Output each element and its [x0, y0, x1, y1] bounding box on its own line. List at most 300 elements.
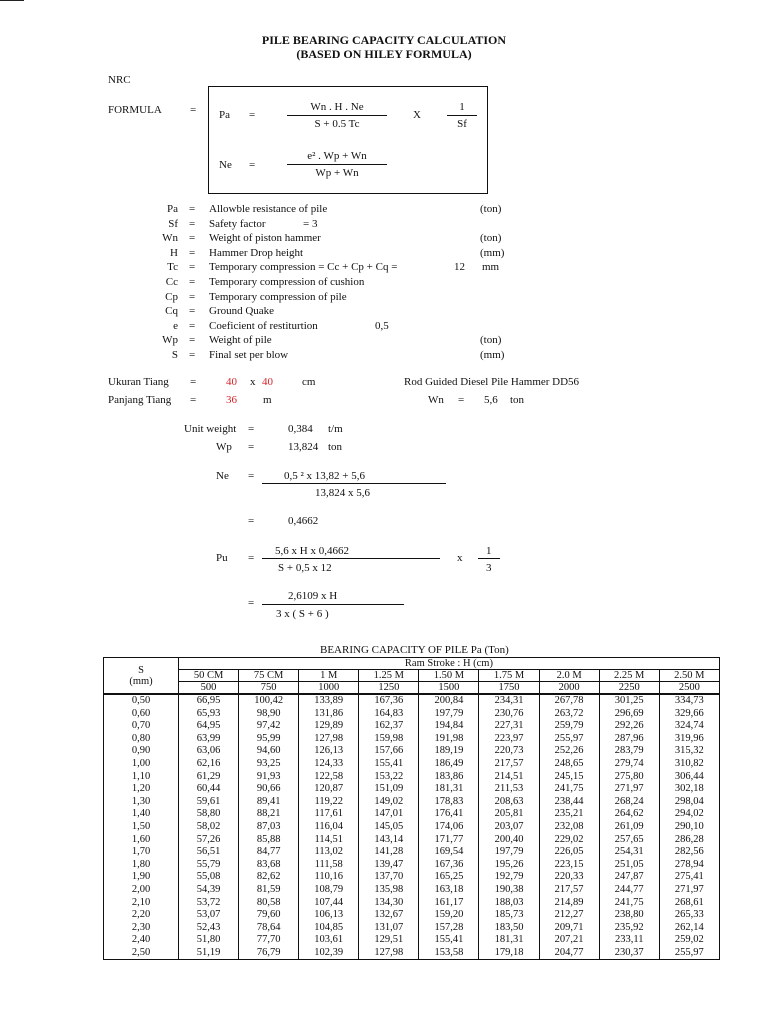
definition-description: Weight of pile: [209, 334, 272, 347]
capacity-cell: 183,86: [419, 771, 479, 784]
capacity-cell: 214,89: [539, 897, 599, 910]
s-header-cell: [104, 658, 179, 695]
pile-size-a: 40: [226, 376, 237, 388]
wp-equals: =: [248, 441, 255, 453]
definition-description: Temporary compression of pile: [209, 290, 347, 303]
capacity-cell: 217,57: [479, 758, 539, 771]
capacity-cell: 235,92: [599, 922, 659, 935]
stroke-header: 1.25 M: [359, 670, 419, 682]
definition-symbol: Sf: [168, 217, 178, 230]
unit-weight-label: Unit weight: [184, 423, 237, 435]
stroke-mm-header: 1000: [299, 682, 359, 695]
capacity-cell: 220,73: [479, 745, 539, 758]
pu-equals: =: [248, 552, 255, 564]
capacity-cell: 141,28: [359, 846, 419, 859]
table-row: [104, 771, 720, 784]
capacity-cell: 137,70: [359, 871, 419, 884]
definition-description: Weight of piston hammer: [209, 232, 321, 245]
set-value-cell: 1,20: [104, 783, 179, 796]
capacity-cell: 81,59: [239, 884, 299, 897]
s-header: S: [138, 664, 144, 676]
capacity-cell: 271,97: [659, 884, 719, 897]
unit-weight-equals: =: [248, 423, 255, 435]
definition-unit: (mm): [480, 246, 505, 259]
capacity-cell: 200,40: [479, 834, 539, 847]
capacity-cell: 241,75: [599, 897, 659, 910]
capacity-cell: 257,65: [599, 834, 659, 847]
capacity-cell: 223,97: [479, 733, 539, 746]
capacity-cell: 220,33: [539, 871, 599, 884]
stroke-mm-header: 1750: [479, 682, 539, 695]
definition-equals: =: [189, 276, 196, 288]
capacity-cell: 64,95: [179, 720, 239, 733]
table-row: [104, 758, 720, 771]
table-row: [104, 934, 720, 947]
capacity-cell: 271,97: [599, 783, 659, 796]
pile-size-x: x: [250, 376, 256, 388]
capacity-cell: 58,80: [179, 808, 239, 821]
capacity-cell: 301,25: [599, 694, 659, 708]
table-row: [104, 947, 720, 960]
nrc-label: NRC: [108, 74, 131, 86]
stroke-header: 75 CM: [239, 670, 299, 682]
table-row: [104, 745, 720, 758]
table-row: [104, 909, 720, 922]
set-value-cell: 2,40: [104, 934, 179, 947]
capacity-cell: 214,51: [479, 771, 539, 784]
capacity-cell: 126,13: [299, 745, 359, 758]
capacity-cell: 238,80: [599, 909, 659, 922]
hiley-fraction: [287, 101, 387, 130]
capacity-cell: 163,18: [419, 884, 479, 897]
capacity-cell: 186,49: [419, 758, 479, 771]
wp-value: 13,824: [288, 441, 319, 453]
set-value-cell: 1,30: [104, 796, 179, 809]
capacity-cell: 252,26: [539, 745, 599, 758]
capacity-cell: 164,83: [359, 708, 419, 721]
set-value-cell: 1,80: [104, 859, 179, 872]
capacity-cell: 145,05: [359, 821, 419, 834]
pile-length-value: 36: [226, 394, 237, 406]
capacity-cell: 241,75: [539, 783, 599, 796]
capacity-cell: 262,14: [659, 922, 719, 935]
capacity-cell: 205,81: [479, 808, 539, 821]
final-denominator: 3 x ( S + 6 ): [276, 608, 329, 620]
set-value-cell: 1,70: [104, 846, 179, 859]
capacity-cell: 290,10: [659, 821, 719, 834]
capacity-cell: 55,08: [179, 871, 239, 884]
capacity-cell: 80,58: [239, 897, 299, 910]
definition-description: Hammer Drop height: [209, 246, 304, 259]
capacity-cell: 217,57: [539, 884, 599, 897]
table-row: [104, 796, 720, 809]
stroke-header: 1.50 M: [419, 670, 479, 682]
capacity-cell: 135,98: [359, 884, 419, 897]
ne-calc-equals: =: [248, 470, 255, 482]
capacity-cell: 167,36: [419, 859, 479, 872]
definition-unit: (mm): [480, 349, 505, 361]
capacity-cell: 296,69: [599, 708, 659, 721]
pile-size-unit: cm: [302, 376, 316, 388]
table-row: [104, 846, 720, 859]
pa-symbol: Pa: [219, 109, 230, 121]
capacity-cell: 78,64: [239, 922, 299, 935]
definition-symbol: Cq: [165, 305, 178, 318]
set-value-cell: 1,40: [104, 808, 179, 821]
pa-equals: =: [249, 109, 256, 121]
capacity-cell: 235,21: [539, 808, 599, 821]
capacity-cell: 248,65: [539, 758, 599, 771]
final-fraction-line: [262, 604, 404, 605]
stroke-mm-header: 2250: [599, 682, 659, 695]
capacity-cell: 232,08: [539, 821, 599, 834]
capacity-cell: 117,61: [299, 808, 359, 821]
capacity-cell: 211,53: [479, 783, 539, 796]
capacity-cell: 207,21: [539, 934, 599, 947]
capacity-cell: 103,61: [299, 934, 359, 947]
capacity-cell: 261,09: [599, 821, 659, 834]
capacity-cell: 133,89: [299, 694, 359, 708]
safety-fraction: [447, 101, 477, 130]
capacity-cell: 208,63: [479, 796, 539, 809]
capacity-cell: 76,79: [239, 947, 299, 960]
stroke-mm-header: 1500: [419, 682, 479, 695]
hiley-numerator: Wn . H . Ne: [287, 101, 387, 116]
definition-unit: (ton): [480, 203, 502, 215]
table-row: [104, 884, 720, 897]
set-value-cell: 0,90: [104, 745, 179, 758]
capacity-cell: 61,29: [179, 771, 239, 784]
ne-calc-denominator: 13,824 x 5,6: [315, 487, 370, 499]
set-value-cell: 2,00: [104, 884, 179, 897]
capacity-cell: 91,93: [239, 771, 299, 784]
capacity-cell: 165,25: [419, 871, 479, 884]
capacity-cell: 62,16: [179, 758, 239, 771]
capacity-cell: 107,44: [299, 897, 359, 910]
hiley-denominator: S + 0.5 Tc: [314, 118, 360, 130]
ne-fraction: [287, 150, 387, 179]
wn-unit: ton: [510, 394, 525, 406]
capacity-cell: 82,62: [239, 871, 299, 884]
capacity-cell: 189,19: [419, 745, 479, 758]
scan-edge-top: [0, 0, 24, 1]
capacity-cell: 278,94: [659, 859, 719, 872]
capacity-cell: 159,20: [419, 909, 479, 922]
capacity-cell: 244,77: [599, 884, 659, 897]
capacity-cell: 95,99: [239, 733, 299, 746]
capacity-cell: 223,15: [539, 859, 599, 872]
capacity-cell: 183,50: [479, 922, 539, 935]
capacity-cell: 197,79: [479, 846, 539, 859]
capacity-cell: 131,07: [359, 922, 419, 935]
capacity-cell: 247,87: [599, 871, 659, 884]
definition-description: Coeficient of restiturtion: [209, 319, 318, 332]
capacity-cell: 113,02: [299, 846, 359, 859]
stroke-mm-header: 2000: [539, 682, 599, 695]
capacity-cell: 294,02: [659, 808, 719, 821]
definition-symbol: H: [170, 246, 178, 259]
capacity-cell: 204,77: [539, 947, 599, 960]
stroke-header: 1.75 M: [479, 670, 539, 682]
definition-value: 0,5: [375, 319, 389, 332]
unit-weight-unit: t/m: [328, 423, 343, 435]
capacity-cell: 245,15: [539, 771, 599, 784]
capacity-cell: 110,16: [299, 871, 359, 884]
unit-weight-value: 0,384: [288, 423, 313, 435]
capacity-cell: 63,99: [179, 733, 239, 746]
capacity-cell: 282,56: [659, 846, 719, 859]
capacity-cell: 143,14: [359, 834, 419, 847]
stroke-mm-header: 750: [239, 682, 299, 695]
capacity-cell: 334,73: [659, 694, 719, 708]
capacity-cell: 185,73: [479, 909, 539, 922]
ne-calc-label: Ne: [216, 470, 229, 482]
stroke-header-row: [104, 670, 720, 682]
stroke-header: 2.50 M: [659, 670, 719, 682]
pile-length-label: Panjang Tiang: [108, 394, 172, 406]
stroke-header: 50 CM: [179, 670, 239, 682]
definition-description: Temporary compression = Cc + Cp + Cq =: [209, 261, 398, 274]
formula-equals: =: [190, 104, 197, 116]
ne-calc-numerator: 0,5 ² x 13,82 + 5,6: [284, 470, 366, 482]
capacity-cell: 226,05: [539, 846, 599, 859]
safety-denominator: Sf: [457, 118, 467, 130]
capacity-cell: 54,39: [179, 884, 239, 897]
table-row: [104, 922, 720, 935]
capacity-cell: 151,09: [359, 783, 419, 796]
multiply-sign: X: [413, 109, 421, 121]
capacity-cell: 190,38: [479, 884, 539, 897]
table-row: [104, 783, 720, 796]
definition-unit: (ton): [480, 232, 502, 245]
capacity-cell: 197,79: [419, 708, 479, 721]
capacity-cell: 192,79: [479, 871, 539, 884]
capacity-cell: 134,30: [359, 897, 419, 910]
capacity-cell: 259,79: [539, 720, 599, 733]
capacity-cell: 106,13: [299, 909, 359, 922]
stroke-mm-header: 500: [179, 682, 239, 695]
capacity-cell: 227,31: [479, 720, 539, 733]
definition-symbol: S: [171, 349, 178, 361]
table-body: [104, 694, 720, 960]
definition-symbol: Tc: [167, 261, 178, 274]
wp-unit: ton: [328, 441, 343, 453]
capacity-cell: 275,80: [599, 771, 659, 784]
capacity-cell: 51,19: [179, 947, 239, 960]
capacity-cell: 58,02: [179, 821, 239, 834]
pile-length-unit: m: [263, 394, 272, 406]
capacity-cell: 263,72: [539, 708, 599, 721]
capacity-cell: 159,98: [359, 733, 419, 746]
capacity-cell: 230,37: [599, 947, 659, 960]
definition-symbol: Wp: [162, 334, 178, 347]
pu-fraction2-numerator: 1: [486, 545, 492, 557]
capacity-cell: 324,74: [659, 720, 719, 733]
ram-stroke-header: Ram Stroke : H (cm): [179, 658, 720, 670]
capacity-cell: 84,77: [239, 846, 299, 859]
capacity-cell: 65,93: [179, 708, 239, 721]
capacity-cell: 93,25: [239, 758, 299, 771]
pile-size-label: Ukuran Tiang: [108, 376, 169, 388]
capacity-cell: 178,83: [419, 796, 479, 809]
definition-unit: (ton): [480, 334, 502, 347]
capacity-cell: 119,22: [299, 796, 359, 809]
ne-result-value: 0,4662: [288, 515, 319, 527]
hammer-type: Rod Guided Diesel Pile Hammer DD56: [404, 376, 580, 388]
definition-equals: =: [189, 232, 196, 245]
capacity-cell: 233,11: [599, 934, 659, 947]
table-caption: BEARING CAPACITY OF PILE Pa (Ton): [320, 644, 509, 656]
definition-equals: =: [189, 305, 196, 318]
capacity-cell: 306,44: [659, 771, 719, 784]
capacity-cell: 181,31: [479, 934, 539, 947]
capacity-cell: 59,61: [179, 796, 239, 809]
capacity-cell: 60,44: [179, 783, 239, 796]
capacity-cell: 153,58: [419, 947, 479, 960]
table-row: [104, 821, 720, 834]
capacity-cell: 157,66: [359, 745, 419, 758]
definition-equals: =: [189, 349, 196, 361]
capacity-cell: 268,61: [659, 897, 719, 910]
capacity-cell: 203,07: [479, 821, 539, 834]
stroke-mm-row: [104, 682, 720, 695]
capacity-cell: 255,97: [659, 947, 719, 960]
definition-unit: mm: [482, 261, 500, 274]
capacity-cell: 191,98: [419, 733, 479, 746]
table-row: [104, 708, 720, 721]
capacity-cell: 209,71: [539, 922, 599, 935]
capacity-cell: 267,78: [539, 694, 599, 708]
capacity-cell: 265,33: [659, 909, 719, 922]
capacity-cell: 149,02: [359, 796, 419, 809]
capacity-cell: 85,88: [239, 834, 299, 847]
capacity-cell: 275,41: [659, 871, 719, 884]
set-value-cell: 1,00: [104, 758, 179, 771]
definition-description: Safety factor: [209, 217, 266, 230]
capacity-cell: 283,79: [599, 745, 659, 758]
capacity-cell: 53,72: [179, 897, 239, 910]
capacity-cell: 292,26: [599, 720, 659, 733]
title-line-1: PILE BEARING CAPACITY CALCULATION: [261, 33, 507, 47]
pu-denominator: S + 0,5 x 12: [278, 562, 332, 574]
pu-fraction-line: [262, 558, 440, 559]
capacity-cell: 111,58: [299, 859, 359, 872]
capacity-cell: 329,66: [659, 708, 719, 721]
set-value-cell: 2,20: [104, 909, 179, 922]
table-row: [104, 859, 720, 872]
capacity-cell: 268,24: [599, 796, 659, 809]
final-equals: =: [248, 597, 255, 609]
definition-description: Final set per blow: [209, 349, 289, 361]
table-row: [104, 694, 720, 708]
capacity-cell: 161,17: [419, 897, 479, 910]
pile-length-equals: =: [190, 394, 197, 406]
set-value-cell: 2,30: [104, 922, 179, 935]
definition-symbol: Pa: [167, 203, 178, 215]
capacity-cell: 127,98: [359, 947, 419, 960]
capacity-cell: 104,85: [299, 922, 359, 935]
definition-equals: =: [189, 203, 196, 215]
capacity-cell: 255,97: [539, 733, 599, 746]
capacity-cell: 181,31: [419, 783, 479, 796]
capacity-cell: 286,28: [659, 834, 719, 847]
definition-equals: =: [189, 246, 196, 259]
capacity-cell: 63,06: [179, 745, 239, 758]
table-row: [104, 733, 720, 746]
capacity-cell: 234,31: [479, 694, 539, 708]
ne-denominator: Wp + Wn: [315, 167, 359, 179]
capacity-cell: 169,54: [419, 846, 479, 859]
capacity-cell: 98,90: [239, 708, 299, 721]
formula-box: [208, 86, 488, 194]
stroke-header: 2.25 M: [599, 670, 659, 682]
capacity-cell: 254,31: [599, 846, 659, 859]
capacity-cell: 155,41: [419, 934, 479, 947]
capacity-cell: 83,68: [239, 859, 299, 872]
capacity-cell: 264,62: [599, 808, 659, 821]
definition-description: Temporary compression of cushion: [209, 276, 365, 288]
capacity-cell: 53,07: [179, 909, 239, 922]
table-row: [104, 720, 720, 733]
definition-symbol: Cp: [165, 290, 178, 303]
capacity-cell: 315,32: [659, 745, 719, 758]
capacity-cell: 162,37: [359, 720, 419, 733]
capacity-cell: 287,96: [599, 733, 659, 746]
capacity-cell: 77,70: [239, 934, 299, 947]
capacity-cell: 87,03: [239, 821, 299, 834]
wn-value: 5,6: [484, 394, 498, 406]
capacity-cell: 97,42: [239, 720, 299, 733]
set-value-cell: 0,70: [104, 720, 179, 733]
capacity-cell: 114,51: [299, 834, 359, 847]
stroke-mm-header: 2500: [659, 682, 719, 695]
capacity-cell: 51,80: [179, 934, 239, 947]
capacity-cell: 157,28: [419, 922, 479, 935]
pile-size-b: 40: [262, 376, 273, 388]
capacity-cell: 298,04: [659, 796, 719, 809]
capacity-cell: 127,98: [299, 733, 359, 746]
capacity-cell: 139,47: [359, 859, 419, 872]
definition-equals: =: [189, 334, 196, 347]
table-row: [104, 871, 720, 884]
pu-fraction2-line: [478, 558, 500, 559]
capacity-cell: 132,67: [359, 909, 419, 922]
stroke-header: 2.0 M: [539, 670, 599, 682]
set-value-cell: 1,60: [104, 834, 179, 847]
capacity-cell: 176,41: [419, 808, 479, 821]
definition-description: Allowble resistance of pile: [209, 203, 328, 215]
s-unit: (mm): [129, 675, 153, 687]
pu-label: Pu: [216, 552, 228, 564]
ne-result-equals: =: [248, 515, 255, 527]
definition-symbol: e: [173, 319, 178, 332]
capacity-cell: 89,41: [239, 796, 299, 809]
capacity-cell: 238,44: [539, 796, 599, 809]
capacity-cell: 212,27: [539, 909, 599, 922]
capacity-cell: 279,74: [599, 758, 659, 771]
capacity-cell: 259,02: [659, 934, 719, 947]
capacity-cell: 120,87: [299, 783, 359, 796]
definition-equals: =: [189, 261, 196, 274]
pu-multiply: x: [457, 552, 463, 564]
bearing-capacity-table: [103, 657, 720, 960]
definition-equals: =: [189, 290, 196, 303]
capacity-cell: 200,84: [419, 694, 479, 708]
safety-numerator: 1: [447, 101, 477, 116]
capacity-cell: 52,43: [179, 922, 239, 935]
table-row: [104, 808, 720, 821]
capacity-cell: 94,60: [239, 745, 299, 758]
